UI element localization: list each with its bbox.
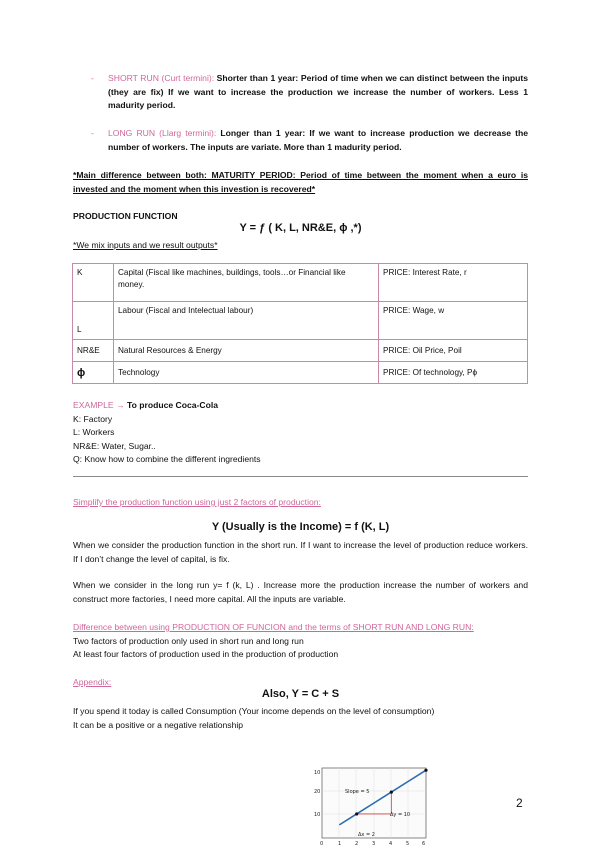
appendix-line: If you spend it today is called Consumption (Your income depends on the level of consumption) xyxy=(73,706,435,716)
example-line: L: Workers xyxy=(73,427,115,437)
table-row xyxy=(73,340,528,362)
table-row xyxy=(73,302,528,340)
long-run-term: LONG RUN (Llarg termini): xyxy=(108,128,217,138)
example-line: K: Factory xyxy=(73,413,113,424)
long-run-bullet xyxy=(92,127,528,154)
factor-price: PRICE: Of technology, Pϕ xyxy=(379,362,528,384)
table-row xyxy=(73,362,528,384)
factor-price: PRICE: Oil Price, Poil xyxy=(379,340,528,362)
example-title: To produce Coca-Cola xyxy=(126,400,219,410)
x-tick-label: 6 xyxy=(422,841,426,847)
difference-line: At least four factors of production used in the production of production xyxy=(73,649,339,659)
factor-description: Technology xyxy=(114,362,379,384)
factor-price: PRICE: Interest Rate, r xyxy=(379,264,528,302)
short-run-term: SHORT RUN (Curt termini): xyxy=(108,73,215,83)
production-factors-table xyxy=(72,263,528,384)
delta-x-annotation: Δx = 2 xyxy=(358,832,375,838)
appendix-heading: Appendix: xyxy=(73,677,112,687)
short-run-bullet xyxy=(92,72,528,113)
example-label: EXAMPLE xyxy=(73,400,114,410)
factor-description: Capital (Fiscal like machines, buildings, tools…or Financial like money. xyxy=(114,264,379,302)
table-row xyxy=(73,264,528,302)
difference-heading: Difference between using PRODUCTION OF FUNCION and the terms of SHORT RUN AND LONG RUN: xyxy=(73,622,474,632)
x-tick-label: 1 xyxy=(338,841,342,847)
example-line: Q: Know how to combine the different ingredients xyxy=(73,454,261,464)
bullet-dash: - xyxy=(91,128,94,138)
factor-price: PRICE: Wage, w xyxy=(379,302,528,340)
factor-description: Labour (Fiscal and Intelectual labour) xyxy=(114,302,379,340)
y-tick-label: 20 xyxy=(314,789,321,795)
example-line: NR&E: Water, Sugar.. xyxy=(73,440,156,451)
data-point xyxy=(355,812,358,815)
factor-description: Natural Resources & Energy xyxy=(114,340,379,362)
section-divider xyxy=(73,476,528,477)
example-block xyxy=(73,399,528,467)
bullet-dash: - xyxy=(91,73,94,83)
y-tick-label: 10 xyxy=(314,812,321,818)
y-tick-label: 10 xyxy=(314,770,321,776)
production-function-heading: PRODUCTION FUNCTION xyxy=(73,211,178,221)
factor-symbol: L xyxy=(73,302,114,340)
x-tick-label: 2 xyxy=(355,841,359,847)
arrow-icon: → xyxy=(116,400,125,410)
x-tick-label: 0 xyxy=(320,841,324,847)
short-run-paragraph: When we consider the production function in the short run. If I want to increase the level of production reduce workers. If I don’t change the level of capital, is fix. xyxy=(73,540,528,564)
mix-inputs-note: *We mix inputs and we result outputs* xyxy=(73,240,218,250)
factor-symbol: ϕ xyxy=(73,362,114,384)
short-run-text: Shorter than 1 year: Period of time when we can distinct between the inputs (they are fix) If we want to increase the production we increase the number of workers. Less 1 madurity period. xyxy=(108,73,529,110)
main-difference-note: *Main difference between both: MATURITY PERIOD: Period of time between the moment when a euro is invested and the moment when this investion is recovered* xyxy=(73,170,528,194)
factor-symbol: NR&E xyxy=(73,340,114,362)
x-tick-label: 3 xyxy=(372,841,376,847)
slope-chart xyxy=(312,764,432,848)
x-tick-label: 4 xyxy=(389,841,393,847)
long-run-paragraph: When we consider in the long run y= f (k, L) . Increase more the production increase the number of workers and construct more factories, I need more capital. All the inputs are variable. xyxy=(73,580,528,604)
delta-y-annotation: Δy = 10 xyxy=(390,812,411,818)
appendix-line: It can be a positive or a negative relationship xyxy=(73,720,244,730)
simplify-formula: Y (Usually is the Income) = f (K, L) xyxy=(211,521,390,533)
page-number: 2 xyxy=(516,796,523,810)
difference-line: Two factors of production only used in short run and long run xyxy=(73,636,304,646)
long-run-text: Longer than 1 year: If we want to increase production we decrease the number of workers. The inputs are variate. More than 1 madurity period. xyxy=(108,128,528,152)
simplify-heading: Simplify the production function using just 2 factors of production: xyxy=(73,497,321,507)
production-function-formula: Y = ƒ ( K, L, NR&E, ϕ ,*) xyxy=(239,222,362,234)
x-tick-label: 5 xyxy=(406,841,410,847)
data-point xyxy=(424,769,427,772)
appendix-formula: Also, Y = C + S xyxy=(261,688,340,700)
slope-annotation: Slope = 5 xyxy=(345,789,370,795)
data-point xyxy=(390,790,393,793)
factor-symbol: K xyxy=(73,264,114,302)
